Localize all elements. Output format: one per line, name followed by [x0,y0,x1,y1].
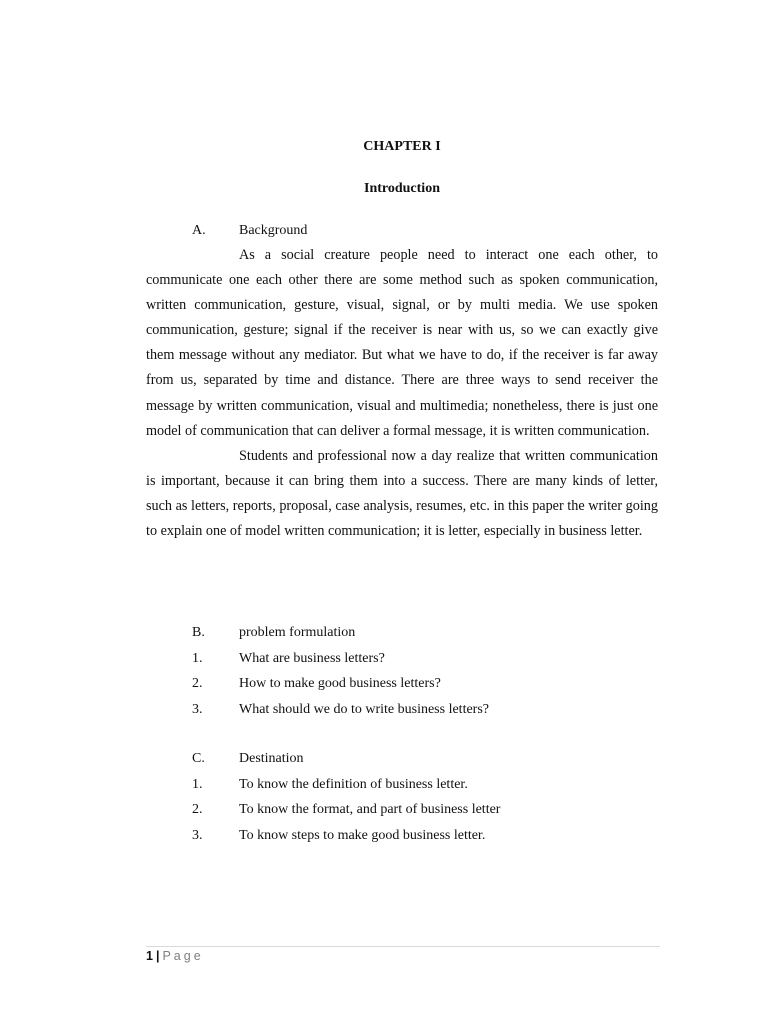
section-c-title: Destination [239,751,304,766]
list-item-number: 3. [192,828,203,843]
footer-separator: | [155,949,160,963]
section-a-title: Background [239,223,308,238]
page-number: 1 [146,949,153,963]
list-item-text: How to make good business letters? [239,676,441,691]
page-label: Page [162,949,204,963]
list-item-text: What should we do to write business letters? [239,702,490,717]
section-c-label: C. [192,751,205,766]
page-footer [146,948,204,964]
list-item-number: 2. [192,802,203,817]
list-item-number: 1. [192,651,203,666]
list-item-text: To know the definition of business letter. [239,777,468,792]
background-paragraph-1: As a social creature people need to interact one each other, to communicate one each other there are some method such as spoken communication, written communication, gesture, visual, signal, or by multi media. We use spoken communication, gesture; signal if the receiver is near with us, so we can exactly give them message without any mediator. But what we have to do, if the receiver is far away from us, separated by time and distance. There are three ways to send receiver the message by written communication, visual and multimedia; nonetheless, there is just one model of communication that can deliver a formal message, it is written communication. [146,247,658,439]
chapter-title: CHAPTER I [363,139,441,154]
list-item-text: What are business letters? [239,651,385,666]
list-item-number: 2. [192,676,203,691]
list-item-number: 3. [192,702,203,717]
list-item-number: 1. [192,777,203,792]
background-paragraph-2: Students and professional now a day realize that written communication is important, because it can bring them into a success. There are many kinds of letter, such as letters, reports, proposal, case analysis, resumes, etc. in this paper the writer going to explain one of model written communication; it is letter, especially in business letter. [146,448,658,540]
footer-divider [146,946,660,947]
section-b-title: problem formulation [239,625,356,640]
section-b-label: B. [192,625,205,640]
section-heading: Introduction [364,181,440,196]
list-item-text: To know steps to make good business letter. [239,828,486,843]
list-item-text: To know the format, and part of business letter [239,802,501,817]
section-a-label: A. [192,223,206,238]
